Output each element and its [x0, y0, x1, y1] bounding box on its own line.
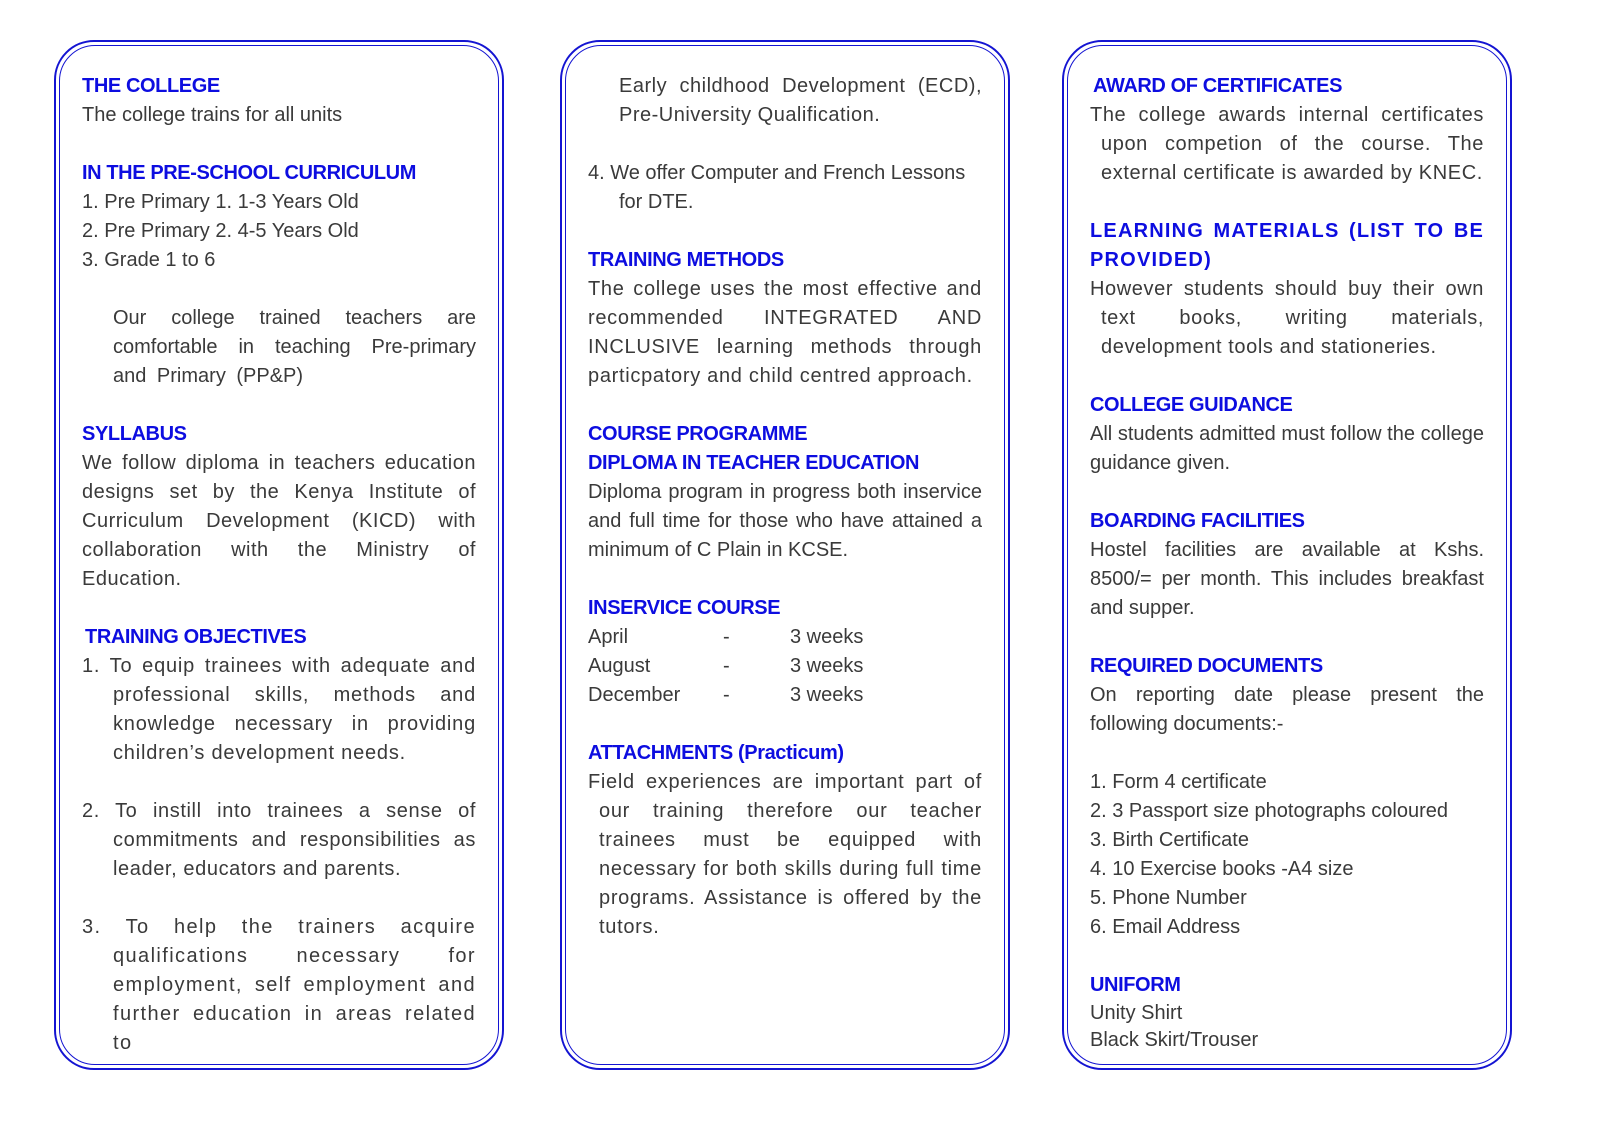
objective-item: 3. To help the trainers acquire qualifications necessary for employment, self employment and further education in areas related to	[82, 916, 476, 1054]
preschool-heading: IN THE PRE-SCHOOL CURRICULUM	[82, 162, 416, 184]
inservice-duration: 3 weeks	[790, 626, 864, 648]
methods-heading: TRAINING METHODS	[588, 249, 784, 271]
document-item: 6. Email Address	[1090, 916, 1241, 938]
inservice-separator: -	[723, 684, 730, 706]
attachments-heading: ATTACHMENTS (Practicum)	[588, 742, 844, 764]
document-item: 1. Form 4 certificate	[1090, 771, 1267, 793]
boarding-heading: BOARDING FACILITIES	[1090, 510, 1305, 532]
inservice-duration: 3 weeks	[790, 684, 864, 706]
inservice-row	[588, 623, 982, 652]
objective-item: 2. To instill into trainees a sense of commitments and responsibilities as leader, educators and parents.	[82, 800, 476, 880]
diploma-heading: DIPLOMA IN TEACHER EDUCATION	[588, 452, 920, 474]
document-item: 3. Birth Certificate	[1090, 829, 1249, 851]
brochure-panel-middle	[560, 40, 1010, 1070]
preschool-item: 3. Grade 1 to 6	[82, 249, 216, 271]
diploma-text: Diploma program in progress both inservice and full time for those who have attained a minimum of C Plain in KCSE.	[588, 481, 982, 561]
college-text: The college trains for all units	[82, 104, 343, 126]
preschool-item: 1. Pre Primary 1. 1-3 Years Old	[82, 191, 359, 213]
inservice-month: December	[588, 684, 681, 706]
college-heading: THE COLLEGE	[82, 75, 220, 97]
award-text: The college awards internal certificates upon competion of the course. The external certificate is awarded by KNEC.	[1090, 104, 1484, 184]
attachments-text: Field experiences are important part of our training therefore our teacher trainees must be equipped with necessary for both skills during full time programs. Assistance is offered by the tutors.	[588, 771, 982, 938]
inservice-heading: INSERVICE COURSE	[588, 597, 781, 619]
brochure-panel-left	[54, 40, 504, 1070]
inservice-month: April	[588, 626, 629, 648]
inservice-row	[588, 652, 982, 681]
methods-text: The college uses the most effective and recommended INTEGRATED AND INCLUSIVE learning methods through particpatory and child centred approach.	[588, 278, 982, 387]
teachers-text: Our college trained teachers are comfortable in teaching Pre-primary and Primary (PP&P)	[113, 307, 476, 387]
guidance-heading: COLLEGE GUIDANCE	[1090, 394, 1293, 416]
uniform-heading: UNIFORM	[1090, 974, 1181, 996]
brochure-panel-right	[1062, 40, 1512, 1070]
course-heading: COURSE PROGRAMME	[588, 423, 808, 445]
inservice-row	[588, 681, 982, 710]
document-item: 2. 3 Passport size photographs coloured	[1090, 800, 1448, 822]
objectives-heading: TRAINING OBJECTIVES	[85, 626, 307, 648]
uniform-item: Black Skirt/Trouser	[1090, 1029, 1259, 1051]
award-heading: AWARD OF CERTIFICATES	[1093, 75, 1343, 97]
objective-item: 4. We offer Computer and French Lessons for DTE.	[588, 162, 966, 213]
inservice-separator: -	[723, 655, 730, 677]
documents-heading: REQUIRED DOCUMENTS	[1090, 655, 1323, 677]
inservice-separator: -	[723, 626, 730, 648]
document-item: 5. Phone Number	[1090, 887, 1247, 909]
objective-item: 1. To equip trainees with adequate and professional skills, methods and knowledge necessary in providing children’s development needs.	[82, 655, 476, 764]
uniform-item: Unity Shirt	[1090, 1002, 1183, 1024]
documents-text: On reporting date please present the following documents:-	[1090, 684, 1484, 735]
syllabus-heading: SYLLABUS	[82, 423, 187, 445]
preschool-item: 2. Pre Primary 2. 4-5 Years Old	[82, 220, 359, 242]
guidance-text: All students admitted must follow the college guidance given.	[1090, 423, 1484, 474]
syllabus-text: We follow diploma in teachers education designs set by the Kenya Institute of Curriculum Development (KICD) with collaboration with the Ministry of Education.	[82, 452, 476, 590]
inservice-duration: 3 weeks	[790, 655, 864, 677]
materials-heading: LEARNING MATERIALS (LIST TO BE PROVIDED)	[1090, 220, 1484, 271]
boarding-text: Hostel facilities are available at Kshs. 8500/= per month. This includes breakfast and supper.	[1090, 539, 1484, 619]
materials-text: However students should buy their own text books, writing materials, development tools and stationeries.	[1090, 278, 1484, 358]
document-item: 4. 10 Exercise books -A4 size	[1090, 858, 1354, 880]
objective-continued-text: Early childhood Development (ECD), Pre-University Qualification.	[619, 75, 982, 126]
inservice-month: August	[588, 655, 651, 677]
